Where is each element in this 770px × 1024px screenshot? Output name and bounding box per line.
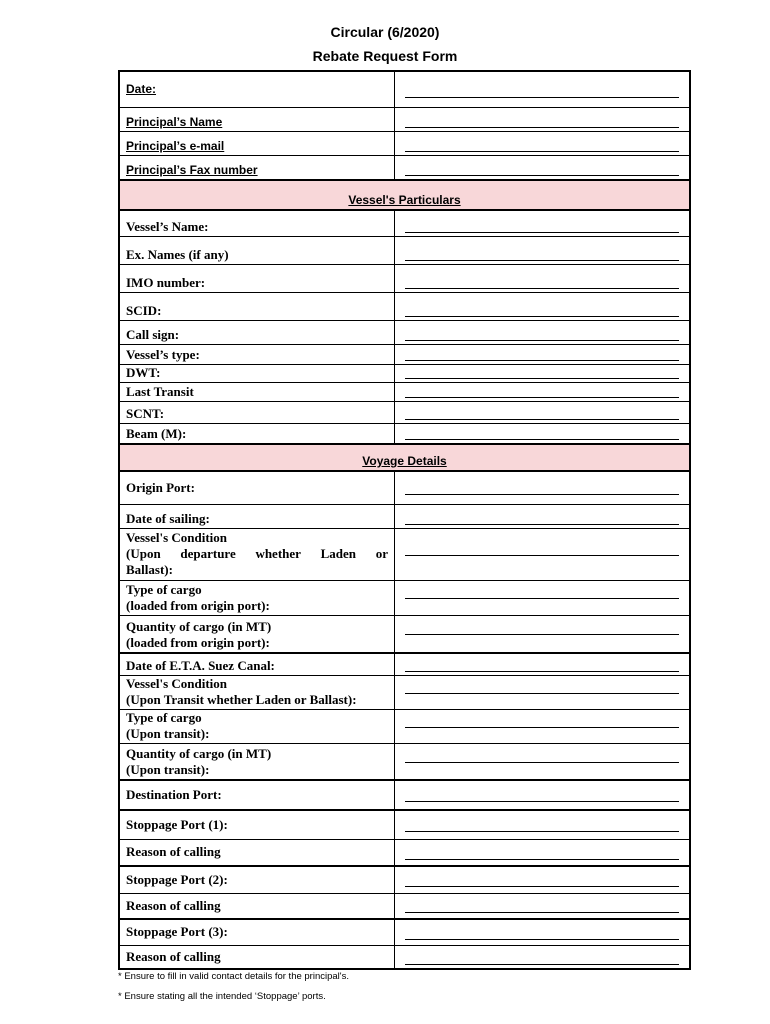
transit-condition-field[interactable] <box>395 676 689 709</box>
vessel-type-label: Vessel’s type: <box>120 345 395 364</box>
principal-fax-label: Principal’s Fax number <box>120 156 395 179</box>
row-stoppage-2 <box>120 867 689 894</box>
transit-condition-line1: Vessel's Condition <box>126 676 228 691</box>
transit-condition-label <box>120 676 395 709</box>
call-sign-label: Call sign: <box>120 321 395 344</box>
row-scnt <box>120 402 689 424</box>
row-destination <box>120 781 689 811</box>
cargo-type-line1: Type of cargo <box>126 582 202 597</box>
row-principal-name <box>120 108 689 132</box>
cargo-type-field[interactable] <box>395 581 689 615</box>
row-stoppage-1 <box>120 811 689 840</box>
scnt-field[interactable] <box>395 402 689 423</box>
call-sign-field[interactable] <box>395 321 689 344</box>
cargo-quantity-label <box>120 616 395 652</box>
ex-names-label: Ex. Names (if any) <box>120 237 395 264</box>
row-beam <box>120 424 689 445</box>
scnt-label: SCNT: <box>120 402 395 423</box>
destination-label: Destination Port: <box>120 781 395 809</box>
beam-field[interactable] <box>395 424 689 443</box>
transit-cargo-quantity-line1: Quantity of cargo (in MT) <box>126 746 272 761</box>
circular-number: Circular (6/2020) <box>330 24 440 40</box>
row-reason-2 <box>120 894 689 920</box>
row-departure-condition <box>120 529 689 581</box>
departure-condition-word4: Laden <box>320 546 357 561</box>
ex-names-field[interactable] <box>395 237 689 264</box>
vessel-section-heading: Vessel's Particulars <box>120 181 689 211</box>
form-title: Rebate Request Form <box>312 48 458 64</box>
row-date-sailing <box>120 505 689 529</box>
cargo-type-label <box>120 581 395 615</box>
principal-email-field[interactable] <box>395 132 689 155</box>
rebate-request-form <box>118 70 691 970</box>
principal-name-field[interactable] <box>395 108 689 131</box>
scid-field[interactable] <box>395 293 689 320</box>
cargo-quantity-line1: Quantity of cargo (in MT) <box>126 619 272 634</box>
row-vessel-name <box>120 211 689 237</box>
row-principal-email <box>120 132 689 156</box>
row-ex-names <box>120 237 689 265</box>
vessel-name-label: Vessel’s Name: <box>120 211 395 236</box>
origin-port-field[interactable] <box>395 472 689 504</box>
row-dwt <box>120 365 689 383</box>
transit-cargo-type-label <box>120 710 395 743</box>
origin-port-label: Origin Port: <box>120 472 395 504</box>
row-vessel-type <box>120 345 689 365</box>
date-label: Date: <box>120 72 395 107</box>
row-cargo-type <box>120 581 689 616</box>
dwt-label: DWT: <box>120 365 395 382</box>
departure-condition-word3: whether <box>255 546 301 561</box>
row-origin-port <box>120 472 689 505</box>
cargo-quantity-field[interactable] <box>395 616 689 652</box>
row-stoppage-3 <box>120 920 689 946</box>
stoppage-1-label: Stoppage Port (1): <box>120 811 395 839</box>
reason-2-field[interactable] <box>395 894 689 918</box>
note-stoppage-ports: * Ensure stating all the intended ‘Stoppage’ ports. <box>118 991 326 1002</box>
destination-field[interactable] <box>395 781 689 809</box>
principal-name-label: Principal’s Name <box>120 108 395 131</box>
vessel-name-field[interactable] <box>395 211 689 236</box>
transit-cargo-quantity-field[interactable] <box>395 744 689 779</box>
principal-email-label: Principal’s e-mail <box>120 132 395 155</box>
departure-condition-word1: (Upon <box>126 546 161 561</box>
transit-cargo-quantity-line2: (Upon transit): <box>126 762 210 777</box>
row-reason-3 <box>120 946 689 968</box>
stoppage-3-field[interactable] <box>395 920 689 945</box>
transit-cargo-type-field[interactable] <box>395 710 689 743</box>
row-eta <box>120 654 689 676</box>
row-cargo-quantity <box>120 616 689 654</box>
stoppage-2-label: Stoppage Port (2): <box>120 867 395 893</box>
voyage-section-heading: Voyage Details <box>120 445 689 472</box>
row-scid <box>120 293 689 321</box>
date-sailing-field[interactable] <box>395 505 689 528</box>
cargo-quantity-line2: (loaded from origin port): <box>126 635 270 650</box>
reason-1-field[interactable] <box>395 840 689 865</box>
eta-label: Date of E.T.A. Suez Canal: <box>120 654 395 675</box>
imo-label: IMO number: <box>120 265 395 292</box>
departure-condition-label <box>120 529 395 580</box>
last-transit-field[interactable] <box>395 383 689 401</box>
row-principal-fax <box>120 156 689 181</box>
departure-condition-line1: Vessel's Condition <box>126 530 228 545</box>
note-contact-details: * Ensure to fill in valid contact details for the principal's. <box>118 971 349 982</box>
stoppage-3-label: Stoppage Port (3): <box>120 920 395 945</box>
date-field[interactable] <box>395 72 689 107</box>
scid-label: SCID: <box>120 293 395 320</box>
row-imo <box>120 265 689 293</box>
departure-condition-word5: or <box>375 546 388 561</box>
beam-label: Beam (M): <box>120 424 395 443</box>
date-sailing-label: Date of sailing: <box>120 505 395 528</box>
departure-condition-word2: departure <box>180 546 236 561</box>
principal-fax-field[interactable] <box>395 156 689 179</box>
reason-1-label: Reason of calling <box>120 840 395 865</box>
eta-field[interactable] <box>395 654 689 675</box>
row-call-sign <box>120 321 689 345</box>
last-transit-label: Last Transit <box>120 383 395 401</box>
transit-condition-line2: (Upon Transit whether Laden or Ballast): <box>126 692 357 707</box>
row-last-transit <box>120 383 689 402</box>
reason-2-label: Reason of calling <box>120 894 395 918</box>
departure-condition-field[interactable] <box>395 529 689 580</box>
vessel-type-field[interactable] <box>395 345 689 364</box>
row-transit-cargo-quantity <box>120 744 689 781</box>
stoppage-1-field[interactable] <box>395 811 689 839</box>
departure-condition-line3: Ballast): <box>126 562 173 577</box>
departure-condition-line2 <box>126 546 388 562</box>
row-transit-cargo-type <box>120 710 689 744</box>
row-reason-1 <box>120 840 689 867</box>
reason-3-field[interactable] <box>395 946 689 968</box>
transit-cargo-type-line1: Type of cargo <box>126 710 202 725</box>
row-transit-condition <box>120 676 689 710</box>
transit-cargo-quantity-label <box>120 744 395 779</box>
transit-cargo-type-line2: (Upon transit): <box>126 726 210 741</box>
cargo-type-line2: (loaded from origin port): <box>126 598 270 613</box>
imo-field[interactable] <box>395 265 689 292</box>
reason-3-label: Reason of calling <box>120 946 395 968</box>
stoppage-2-field[interactable] <box>395 867 689 893</box>
dwt-field[interactable] <box>395 365 689 382</box>
row-date <box>120 72 689 108</box>
